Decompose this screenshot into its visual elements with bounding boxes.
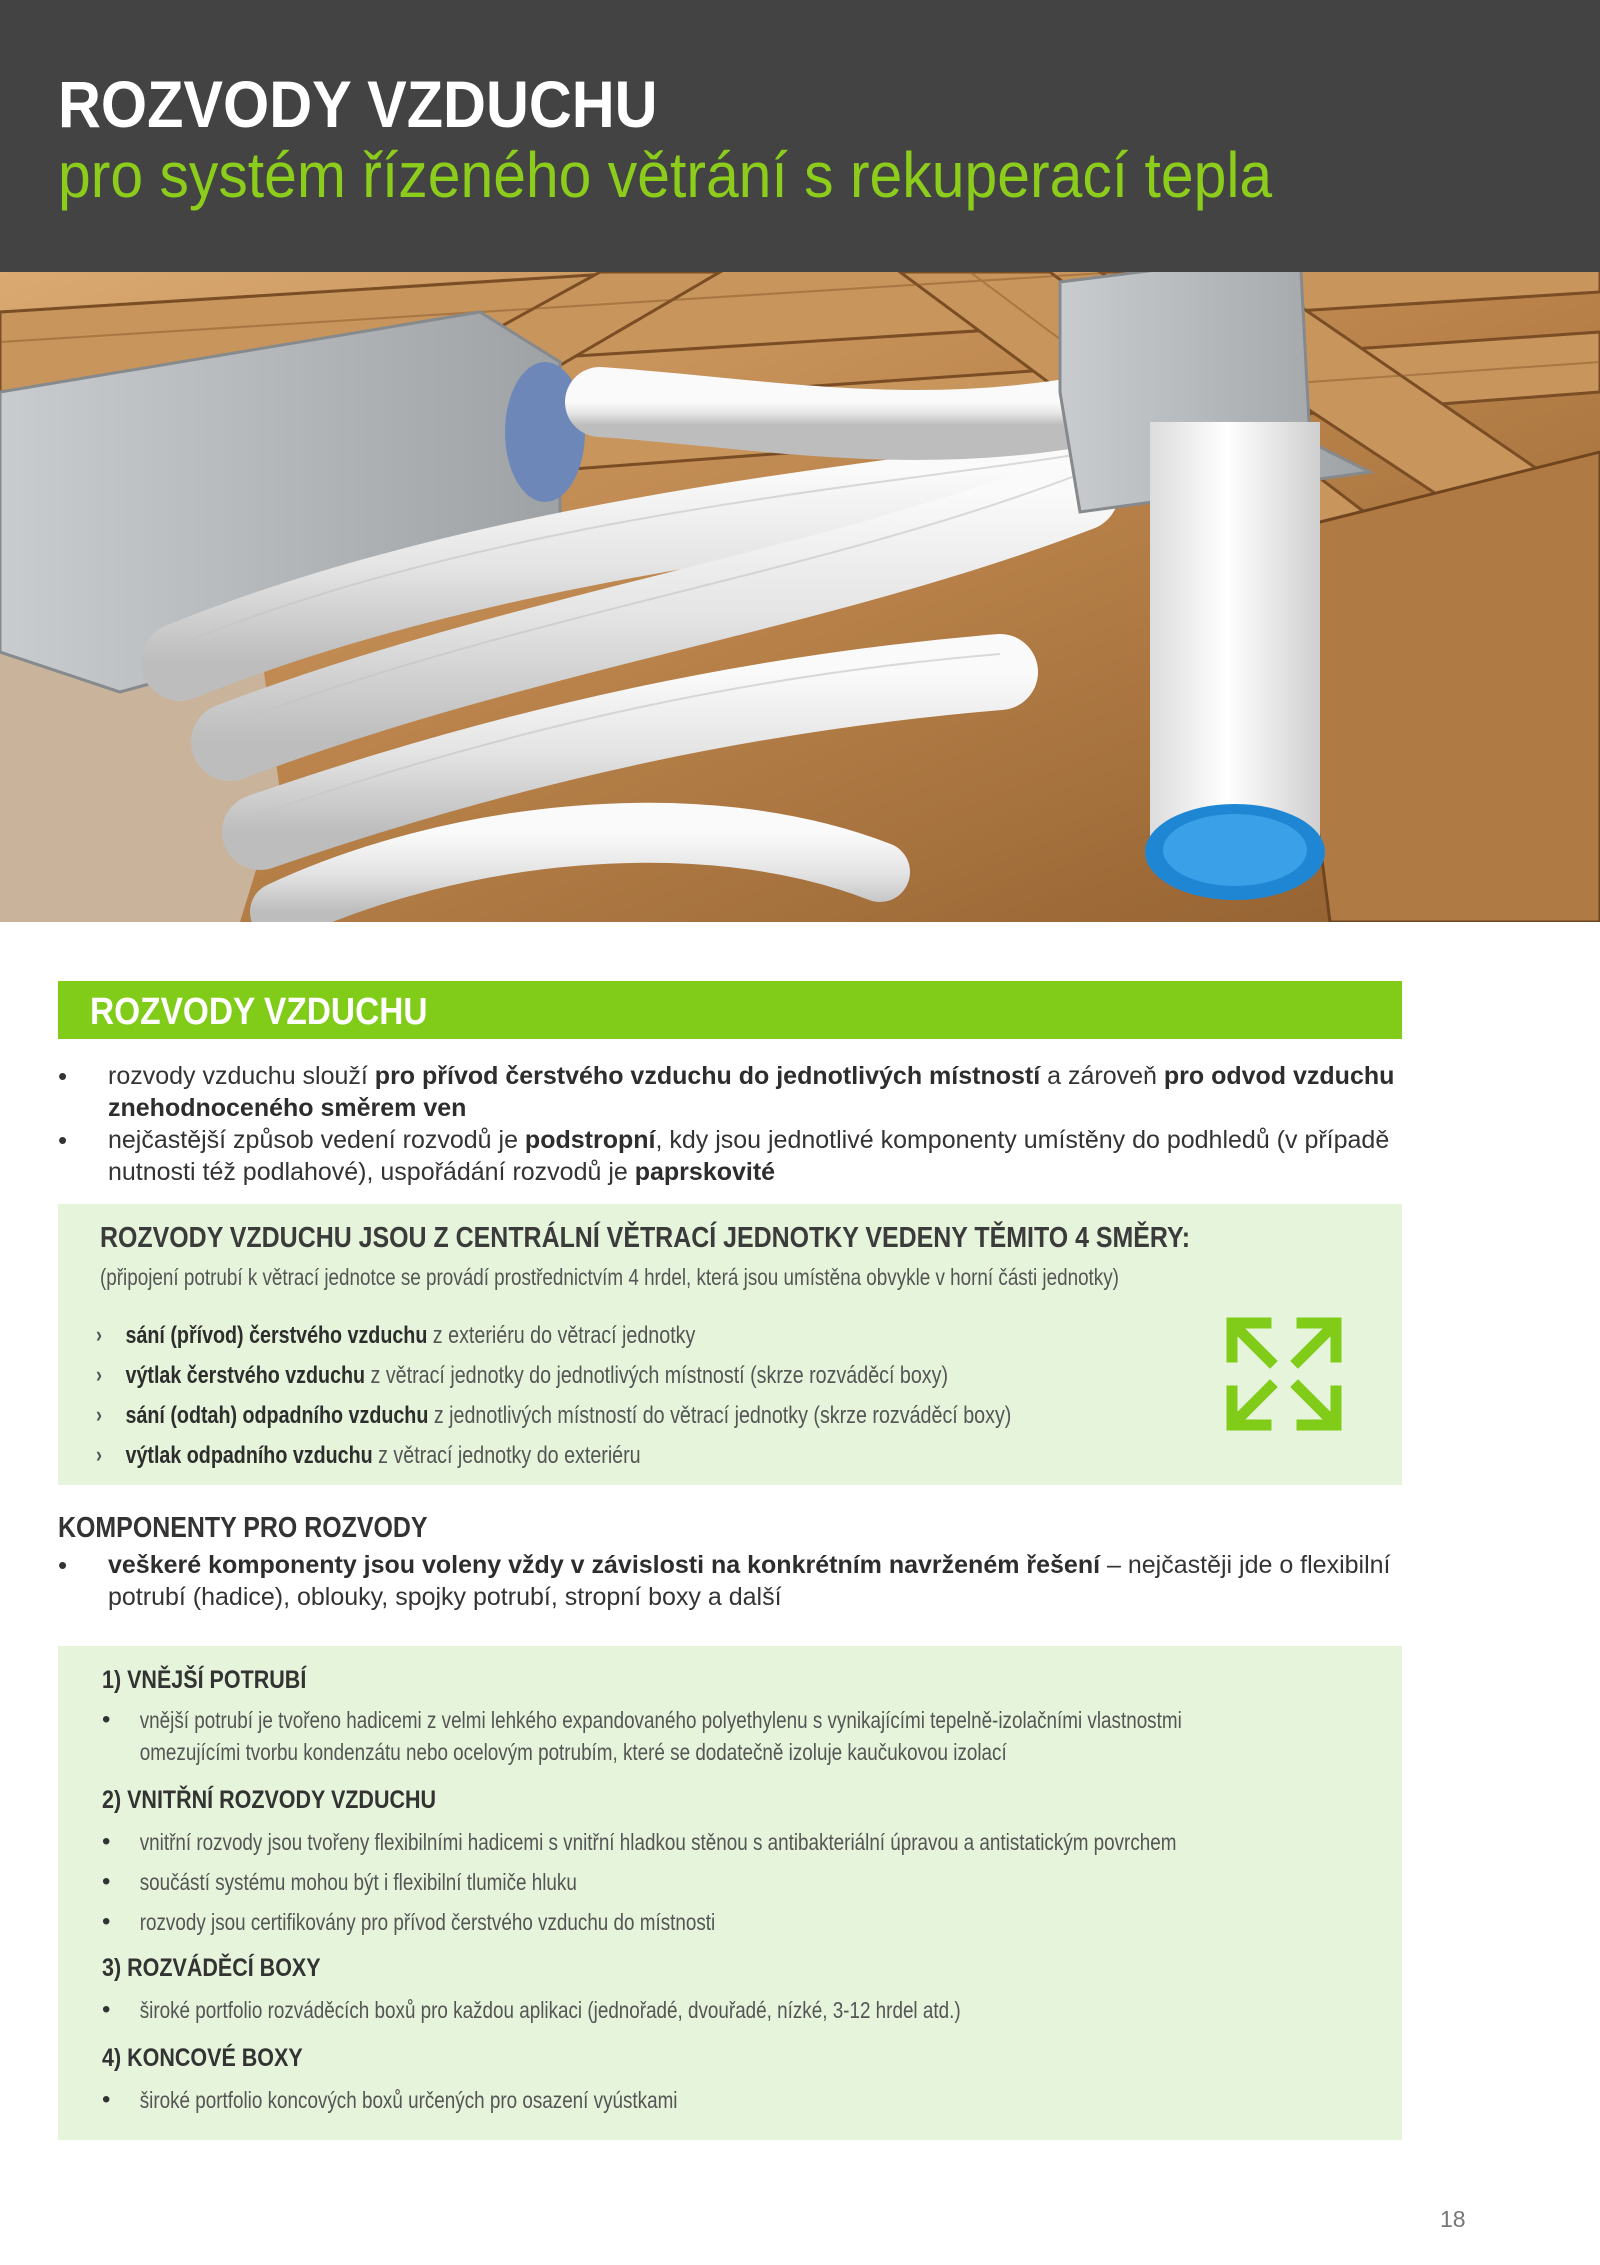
direction-item: › výtlak odpadního vzduchu z větrací jednotky do exteriéru <box>96 1436 1011 1476</box>
text-run: nejčastější způsob vedení rozvodů je <box>108 1126 525 1154</box>
group-heading-end-boxes: 4) KONCOVÉ BOXY <box>102 2044 303 2072</box>
components-bullet-list <box>58 1549 1402 1613</box>
direction-item: › výtlak čerstvého vzduchu z větrací jednotky do jednotlivých místností (skrze rozváděcí boxy) <box>96 1356 1011 1396</box>
components-heading: KOMPONENTY PRO ROZVODY <box>58 1512 428 1544</box>
direction-item: › sání (odtah) odpadního vzduchu z jednotlivých místností do větrací jednotky (skrze rozváděcí boxy) <box>96 1396 1011 1436</box>
text-run: rozvody vzduchu slouží <box>108 1062 375 1090</box>
intro-bullet-list <box>58 1060 1402 1188</box>
group-heading-outer-pipe: 1) VNĚJŠÍ POTRUBÍ <box>102 1666 307 1694</box>
group-heading-inner-ducts: 2) VNITŘNÍ ROZVODY VZDUCHU <box>102 1786 437 1814</box>
group-item: • vnitřní rozvody jsou tvořeny flexibilními hadicemi s vnitřní hladkou stěnou s antibakteriální úpravou a antistatickým povrchem <box>102 1828 1177 1855</box>
intro-bullet <box>58 1124 1402 1188</box>
directions-title: ROZVODY VZDUCHU JSOU Z CENTRÁLNÍ VĚTRACÍ JEDNOTKY VEDENY TĚMITO 4 SMĚRY: <box>100 1222 1191 1254</box>
section-heading: ROZVODY VZDUCHU <box>90 991 428 1033</box>
page-number: 18 <box>1440 2206 1466 2232</box>
page-subtitle: pro systém řízeného větrání s rekuperací tepla <box>58 139 1273 211</box>
directions-box <box>58 1204 1402 1485</box>
duct-installation-photo <box>0 272 1600 922</box>
intro-bullet <box>58 1060 1402 1124</box>
page-title: ROZVODY VZDUCHU <box>58 67 658 141</box>
expand-arrows-icon <box>1224 1315 1344 1433</box>
group-item: • vnější potrubí je tvořeno hadicemi z velmi lehkého expandovaného polyethylenu s vynikajícími tepelně-izolačními vlastnostmi <box>102 1706 1182 1733</box>
components-box <box>58 1646 1402 2140</box>
bold-run: pro odvod vzduchu znehodnoceného směrem ven <box>108 1062 1395 1122</box>
bold-run: paprskovité <box>634 1158 776 1186</box>
group-heading-distribution-boxes: 3) ROZVÁDĚCÍ BOXY <box>102 1954 321 1982</box>
group-item: • široké portfolio rozváděcích boxů pro každou aplikaci (jednořadé, dvouřadé, nízké, 3-12 hrdel atd.) <box>102 1996 961 2023</box>
section-heading-bar <box>58 981 1402 1039</box>
components-bullet: • veškeré komponenty jsou voleny vždy v závislosti na konkrétním navrženém řešení – nejčastěji jde o flexibilní potrubí (hadice), oblouky, spojky potrubí, stropní boxy a další <box>58 1549 1402 1613</box>
group-item: • součástí systému mohou být i flexibilní tlumiče hluku <box>102 1868 577 1895</box>
bold-run: pro přívod čerstvého vzduchu do jednotlivých místností <box>374 1062 1041 1090</box>
text-run: , kdy jsou jednotlivé komponenty umístěny do podhledů (v případě nutnosti též podlahové), uspořádání rozvodů je <box>108 1126 1390 1186</box>
directions-note: (připojení potrubí k větrací jednotce se provádí prostřednictvím 4 hrdel, která jsou umístěna obvykle v horní části jednotky) <box>100 1264 1119 1290</box>
directions-list <box>96 1316 1212 1476</box>
bold-run: podstropní <box>524 1126 656 1154</box>
group-item: • rozvody jsou certifikovány pro přívod čerstvého vzduchu do místnosti <box>102 1908 716 1935</box>
text-run: a zároveň <box>1040 1062 1164 1090</box>
direction-item: › sání (přívod) čerstvého vzduchu z exteriéru do větrací jednotky <box>96 1316 1011 1356</box>
group-item-continued: omezujícími tvorbu kondenzátu nebo ocelovým potrubím, které se dodatečně izoluje kaučukovou izolací <box>139 1739 1007 1765</box>
group-item: • široké portfolio koncových boxů určených pro osazení vyústkami <box>102 2086 678 2113</box>
page-header <box>0 0 1600 272</box>
